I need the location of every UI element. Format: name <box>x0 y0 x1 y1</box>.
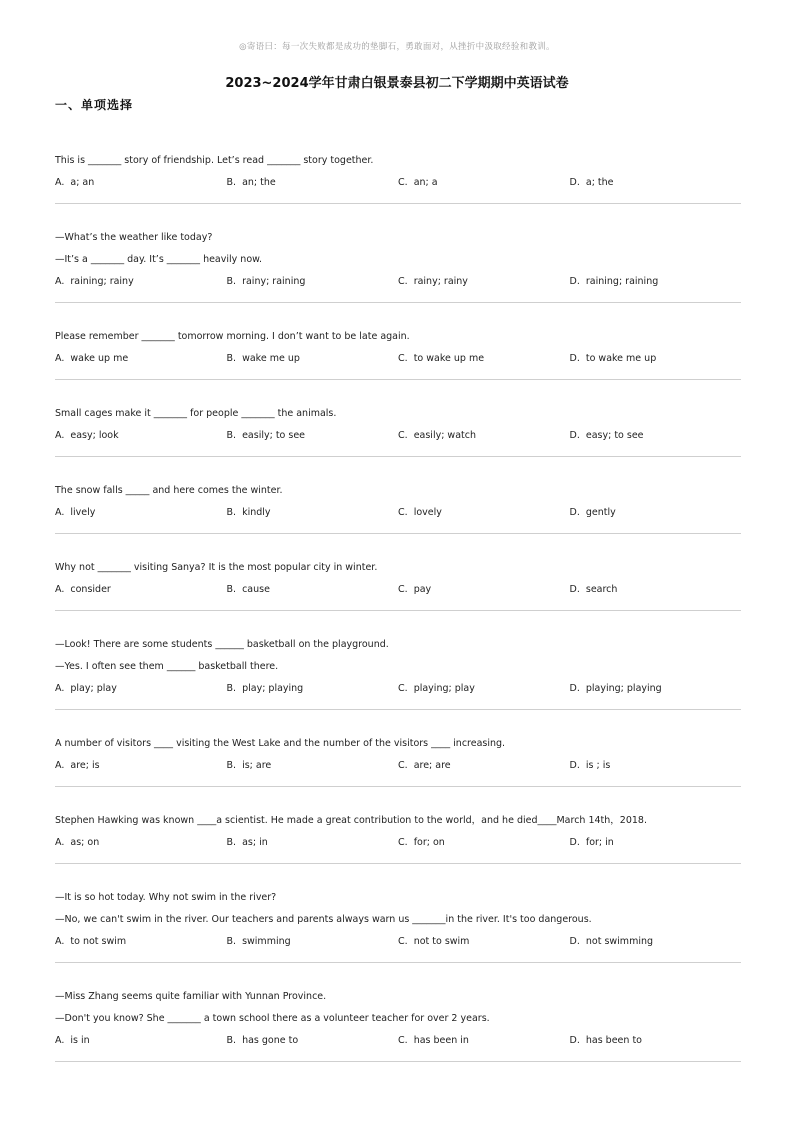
answer-option-b[interactable]: B. play; playing <box>226 683 304 694</box>
answer-option-c[interactable]: C. easily; watch <box>398 430 476 441</box>
page-title: 2023~2024学年甘肃白银景泰县初二下学期期中英语试卷 <box>225 76 569 91</box>
answer-option-a[interactable]: A. wake up me <box>55 353 129 364</box>
question-item <box>55 480 741 534</box>
question-item <box>55 403 741 457</box>
question-item <box>55 326 741 380</box>
divider <box>55 1061 741 1062</box>
answer-option-d[interactable]: D. is ; is <box>569 760 611 771</box>
answer-options <box>55 832 741 854</box>
divider <box>55 533 741 534</box>
answer-option-c[interactable]: C. not to swim <box>398 936 470 947</box>
answer-option-a[interactable]: A. as; on <box>55 837 100 848</box>
answer-option-d[interactable]: D. a; the <box>569 177 614 188</box>
answer-option-b[interactable]: B. cause <box>226 584 270 595</box>
question-stem: Stephen Hawking was known ____a scientist. He made a great contribution to the world，and he died____March 14th，2018. <box>55 815 647 826</box>
answer-option-d[interactable]: D. not swimming <box>569 936 654 947</box>
answer-option-b[interactable]: B. rainy; raining <box>226 276 306 287</box>
question-stem: —Look! There are some students ______ basketball on the playground. <box>55 639 389 650</box>
question-stem: —Yes. I often see them ______ basketball there. <box>55 661 279 672</box>
answer-option-a[interactable]: A. to not swim <box>55 936 127 947</box>
answer-option-c[interactable]: C. has been in <box>398 1035 469 1046</box>
answer-option-b[interactable]: B. has gone to <box>226 1035 299 1046</box>
answer-option-a[interactable]: A. are; is <box>55 760 100 771</box>
question-stem: The snow falls _____ and here comes the winter. <box>55 485 283 496</box>
answer-option-b[interactable]: B. swimming <box>226 936 291 947</box>
question-item <box>55 557 741 611</box>
answer-option-d[interactable]: D. has been to <box>569 1035 642 1046</box>
question-item <box>55 733 741 787</box>
answer-option-c[interactable]: C. to wake up me <box>398 353 485 364</box>
answer-option-d[interactable]: D. to wake me up <box>569 353 657 364</box>
answer-option-c[interactable]: C. playing; play <box>398 683 475 694</box>
answer-option-c[interactable]: C. an; a <box>398 177 438 188</box>
answer-option-d[interactable]: D. raining; raining <box>569 276 659 287</box>
question-item <box>55 634 741 710</box>
answer-option-b[interactable]: B. easily; to see <box>226 430 306 441</box>
answer-option-c[interactable]: C. are; are <box>398 760 451 771</box>
divider <box>55 610 741 611</box>
question-stem: —It is so hot today. Why not swim in the river? <box>55 892 277 903</box>
question-item <box>55 887 741 963</box>
answer-option-c[interactable]: C. rainy; rainy <box>398 276 468 287</box>
question-stem: —What’s the weather like today? <box>55 232 213 243</box>
answer-option-c[interactable]: C. pay <box>398 584 432 595</box>
answer-option-b[interactable]: B. wake me up <box>226 353 300 364</box>
answer-option-c[interactable]: C. lovely <box>398 507 442 518</box>
answer-option-d[interactable]: D. easy; to see <box>569 430 644 441</box>
answer-option-a[interactable]: A. raining; rainy <box>55 276 134 287</box>
answer-option-d[interactable]: D. playing; playing <box>569 683 662 694</box>
answer-option-d[interactable]: D. gently <box>569 507 616 518</box>
divider <box>55 302 741 303</box>
answer-option-b[interactable]: B. an; the <box>226 177 276 188</box>
answer-options <box>55 271 741 293</box>
answer-option-b[interactable]: B. kindly <box>226 507 271 518</box>
question-stem: A number of visitors ____ visiting the West Lake and the number of the visitors ____ increasing. <box>55 738 506 749</box>
answer-option-a[interactable]: A. easy; look <box>55 430 119 441</box>
answer-options <box>55 931 741 953</box>
answer-options <box>55 425 741 447</box>
answer-option-c[interactable]: C. for; on <box>398 837 445 848</box>
question-stem: —No, we can't swim in the river. Our teachers and parents always warn us _______in the river. It's too dangerous. <box>55 914 592 925</box>
answer-option-a[interactable]: A. a; an <box>55 177 95 188</box>
divider <box>55 962 741 963</box>
motto-line: ◎寄语曰：每一次失败都是成功的垫脚石，勇敢面对，从挫折中汲取经验和教训。 <box>239 42 555 52</box>
question-stem: This is _______ story of friendship. Let’s read _______ story together. <box>55 155 374 166</box>
question-stem: —It’s a _______ day. It’s _______ heavily now. <box>55 254 263 265</box>
answer-option-a[interactable]: A. is in <box>55 1035 90 1046</box>
answer-options <box>55 502 741 524</box>
answer-option-a[interactable]: A. consider <box>55 584 111 595</box>
answer-options <box>55 755 741 777</box>
answer-option-b[interactable]: B. is; are <box>226 760 272 771</box>
section-heading: 一、单项选择 <box>55 98 134 112</box>
question-stem: Small cages make it _______ for people _______ the animals. <box>55 408 337 419</box>
question-stem: Why not _______ visiting Sanya? It is the most popular city in winter. <box>55 562 378 573</box>
answer-option-d[interactable]: D. search <box>569 584 618 595</box>
answer-option-a[interactable]: A. lively <box>55 507 96 518</box>
question-item <box>55 150 741 204</box>
answer-option-a[interactable]: A. play; play <box>55 683 117 694</box>
divider <box>55 203 741 204</box>
question-stem: —Don't you know? She _______ a town school there as a volunteer teacher for over 2 years. <box>55 1013 490 1024</box>
answer-options <box>55 1030 741 1052</box>
question-item <box>55 810 741 864</box>
divider <box>55 863 741 864</box>
answer-option-b[interactable]: B. as; in <box>226 837 268 848</box>
answer-options <box>55 348 741 370</box>
divider <box>55 456 741 457</box>
question-list <box>55 150 741 1085</box>
question-stem: —Miss Zhang seems quite familiar with Yunnan Province. <box>55 991 327 1002</box>
question-stem: Please remember _______ tomorrow morning. I don’t want to be late again. <box>55 331 410 342</box>
divider <box>55 379 741 380</box>
question-item <box>55 227 741 303</box>
answer-options <box>55 579 741 601</box>
question-item <box>55 986 741 1062</box>
divider <box>55 709 741 710</box>
answer-option-d[interactable]: D. for; in <box>569 837 614 848</box>
divider <box>55 786 741 787</box>
answer-options <box>55 172 741 194</box>
answer-options <box>55 678 741 700</box>
